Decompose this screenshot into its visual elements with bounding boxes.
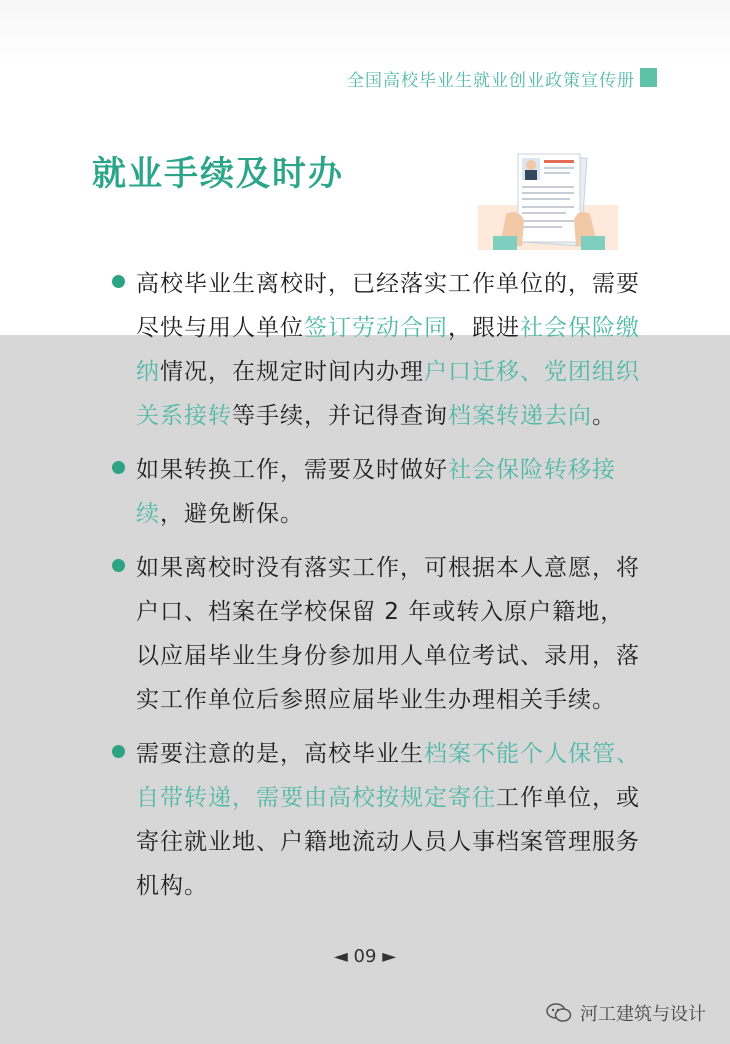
paragraph-segment: 情况，在规定时间内办理: [160, 359, 424, 385]
paragraph-text: [136, 732, 648, 908]
paragraph-segment: 高校毕业生离校时，已经落实工作单位的，需要尽快与用人单位: [136, 271, 640, 341]
prev-arrow-icon: ◄: [333, 946, 348, 967]
paragraph-segment: ，避免断保。: [160, 501, 304, 527]
list-item: [108, 262, 648, 438]
highlighted-text: 档案转递去向: [448, 403, 592, 429]
bullet-dot-icon: [112, 559, 125, 572]
paragraph-text: [136, 262, 648, 438]
paragraph-segment: 。: [592, 403, 616, 429]
paragraph-segment: 工作单位，或寄往就业地、户籍地流动人员人事档案管理服务机构。: [136, 785, 640, 899]
paragraph-text: [136, 448, 648, 536]
page-title: 就业手续及时办: [92, 154, 344, 194]
list-item: [108, 546, 648, 722]
paragraph-segment: 需要注意的是，高校毕业生: [136, 741, 424, 767]
highlighted-text: 户口迁移、党团组织关系接转: [136, 359, 640, 429]
wechat-icon: [546, 1002, 572, 1024]
watermark-text: 河工建筑与设计: [580, 1004, 706, 1025]
paragraph-segment: 等手续，并记得查询: [232, 403, 448, 429]
paragraph-segment: 如果离校时没有落实工作，可根据本人意愿，将户口、档案在学校保留 2 年或转入原户籍地，以应届毕业生身份参加用人单位考试、录用，落实工作单位后参照应届毕业生办理相关手续。: [136, 555, 640, 713]
page-number-value: 09: [353, 946, 377, 967]
highlighted-text: 社会保险缴纳: [136, 315, 640, 385]
list-item: [108, 732, 648, 908]
content-body: [108, 262, 648, 918]
bullet-dot-icon: [112, 275, 125, 288]
list-item: [108, 448, 648, 536]
highlighted-text: 档案不能个人保管、自带转递，需要由高校按规定寄往: [136, 741, 640, 811]
paragraph-segment: ，跟进: [448, 315, 520, 341]
paragraph-text: [136, 546, 648, 722]
bullet-dot-icon: [112, 745, 125, 758]
highlighted-text: 签订劳动合同: [304, 315, 448, 341]
paragraph-segment: 如果转换工作，需要及时做好: [136, 457, 448, 483]
booklet-header: 全国高校毕业生就业创业政策宣传册: [347, 71, 635, 91]
highlighted-text: 社会保险转移接续: [136, 457, 616, 527]
watermark: [546, 1000, 706, 1026]
resume-illustration-icon: [478, 150, 618, 250]
header-square-icon: [640, 68, 657, 87]
bullet-dot-icon: [112, 461, 125, 474]
page-number: [0, 946, 730, 967]
next-arrow-icon: ►: [382, 946, 397, 967]
